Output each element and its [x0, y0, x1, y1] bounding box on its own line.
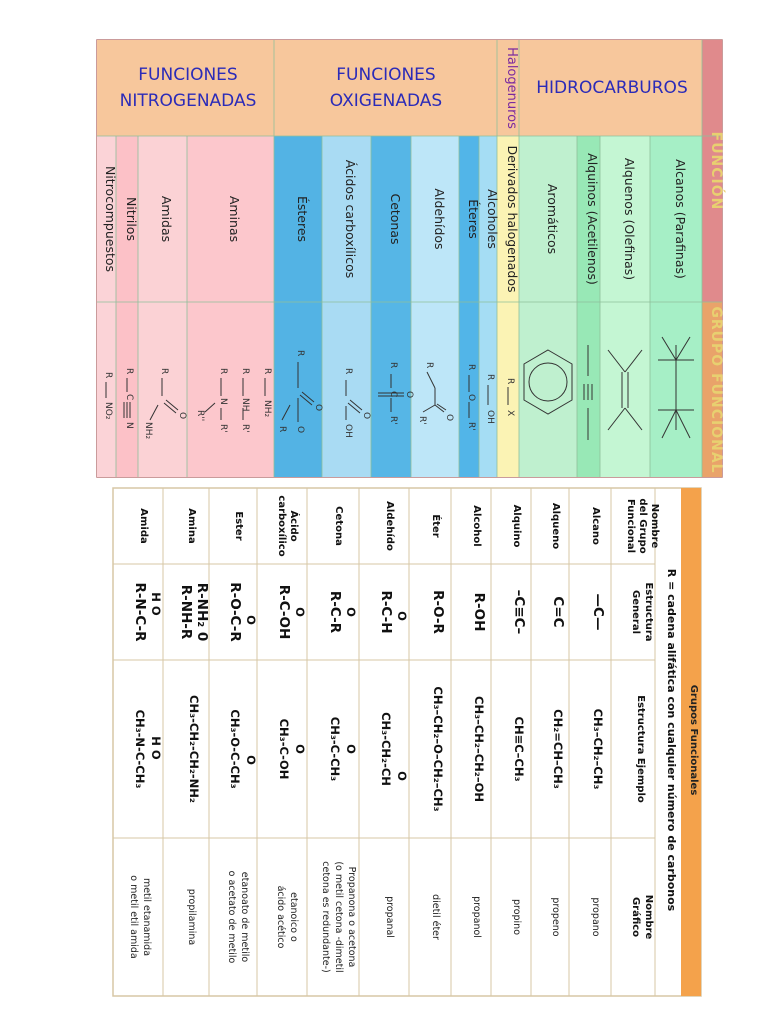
row-example: CH₃-C-CH₃ [328, 716, 342, 782]
atom-label: R' [388, 416, 398, 425]
row-example-name-1: Propanona o acetona [346, 866, 357, 968]
row-general-top: O [244, 615, 258, 625]
row-example-top: O [244, 755, 258, 765]
atom-label: OH [485, 410, 495, 424]
row-example-name: propano [590, 897, 601, 937]
function-nitrilos: Nitrilos [124, 197, 139, 241]
row-general-1: R-NH₂ 0 [194, 582, 210, 642]
row-general: R-O-C-R [227, 582, 243, 642]
function-esteres: Ésteres [295, 195, 310, 243]
row-example-name: propilamina [186, 888, 197, 946]
atom-label: O [466, 394, 476, 402]
atom-label: R [466, 364, 476, 371]
row-example: CH₃–CH₂–O–CH₂–CH₃ [431, 686, 445, 812]
header-funcion: FUNCIÓN [708, 131, 724, 211]
row-name: Alquino [511, 504, 522, 548]
row-example-name-1: metil etanamida [141, 877, 152, 957]
atom-label: R' [218, 424, 228, 433]
atom-label: NH [240, 398, 250, 412]
band-aldehidos [411, 136, 459, 477]
row-example-name-3: cetona es redundante-) [320, 861, 331, 973]
row-name-2: carboxílico [276, 495, 287, 557]
function-eteres: Éteres [466, 199, 481, 239]
band-alcoholes [479, 136, 497, 477]
row-example-top: O [293, 744, 307, 754]
row-name: Amina [186, 508, 197, 544]
row-example: CH₃–CH₂–CH₂–OH [472, 696, 486, 802]
atom-label: R [277, 426, 287, 433]
row-example-name: dietil éter [430, 894, 441, 940]
row-name: Cetona [333, 506, 344, 546]
header-nombre-grupo-1: Nombre [649, 503, 660, 549]
atom-label: N [124, 422, 134, 429]
row-example-name-1: etanoato de metilo [239, 871, 250, 963]
atom-label: R [424, 362, 434, 369]
atom-label: R [262, 368, 272, 375]
row-example-name: propanol [471, 896, 482, 938]
atom-label: O [404, 391, 414, 399]
atom-label: X [505, 410, 515, 417]
row-name: Amida [138, 508, 149, 544]
atom-label: O [295, 426, 305, 434]
header-nombre-grafico-2: Gráfico [630, 896, 641, 938]
category-hidrocarburos: HIDROCARBUROS [536, 78, 688, 98]
row-example-top: O [395, 771, 409, 781]
atom-label: R [505, 378, 515, 385]
table-subtitle: R = cadena alifática con cualquier número de carbonos [665, 568, 678, 912]
category-nitrogenadas-line2: NITROGENADAS [119, 91, 257, 111]
category-oxigenadas-line1: FUNCIONES [336, 65, 436, 85]
row-general: R-C-H [378, 590, 394, 634]
row-name: Alcohol [471, 505, 482, 547]
atom-label: R' [466, 422, 476, 431]
row-general-2: R-NH-R [178, 584, 194, 640]
row-example: CH₃–CH₂–CH₃ [591, 708, 605, 790]
row-example-name: propino [511, 898, 522, 936]
atom-label: R'' [195, 410, 205, 422]
row-name: Aldehído [384, 501, 395, 551]
atom-label: NH₂ [143, 422, 153, 440]
row-example: CH≡C–CH₃ [512, 716, 526, 782]
atom-label: C [124, 394, 134, 401]
row-general-top: O [344, 607, 358, 617]
atom-label: O [177, 412, 187, 420]
row-example: CH₃-N-C-CH₃ [133, 709, 147, 789]
row-general-top: H O [149, 592, 163, 616]
category-halogenuros: Halogenuros [504, 47, 519, 129]
row-general: R-O-R [430, 590, 446, 634]
row-example-name-2: o metil etil amida [128, 875, 139, 959]
atom-label: R [388, 362, 398, 369]
band-aminas [187, 136, 274, 477]
row-name: Alqueno [550, 502, 561, 550]
row-name: Éter [430, 514, 441, 538]
row-example-name-2: o acetato de metilo [226, 870, 237, 964]
function-aldehidos: Aldehídos [432, 188, 447, 250]
row-general: —C— [590, 593, 606, 631]
row-general: R-OH [471, 592, 487, 632]
functional-groups-color-table [97, 40, 726, 477]
header-nombre-grafico-1: Nombre [643, 894, 654, 940]
atom-label: NO₂ [103, 402, 113, 420]
atom-label: R [124, 368, 134, 375]
row-general-top: O [395, 611, 409, 621]
atom-label: R [159, 368, 169, 375]
row-general: R-C-R [327, 590, 343, 634]
row-example: CH₂=CH–CH₃ [551, 709, 565, 789]
row-name: Ester [233, 511, 244, 541]
function-derivados-halogenados: Derivados halogenados [505, 145, 520, 293]
row-example-name: propeno [550, 897, 561, 937]
atom-label: R [103, 372, 113, 379]
band-cetonas [371, 136, 411, 477]
atom-label: R [343, 368, 353, 375]
atom-label: R [485, 374, 495, 381]
function-acidos-carboxilicos: Ácidos carboxílicos [343, 159, 358, 279]
row-example: CH₃-O-C-CH₃ [228, 709, 242, 789]
function-alcoholes: Alcoholes [485, 189, 500, 249]
row-general: R-N-C-R [132, 582, 148, 642]
atom-label: R [295, 350, 305, 357]
category-nitrogenadas-line1: FUNCIONES [138, 65, 238, 85]
function-alquinos: Alquinos (Acetilenos) [585, 153, 600, 285]
atom-label: R [240, 368, 250, 375]
atom-label: O [361, 412, 371, 420]
function-aminas: Aminas [227, 195, 242, 243]
row-general: C=C [550, 596, 566, 628]
function-nitrocompuestos: Nitrocompuestos [103, 165, 118, 273]
atom-label: N [218, 398, 228, 405]
atom-label: O [444, 414, 454, 422]
function-alcanos: Alcanos (Parafinas) [673, 159, 688, 279]
atom-label: C [388, 391, 398, 398]
atom-label: OH [343, 424, 353, 438]
row-general-top: O [293, 607, 307, 617]
atom-label: R' [240, 424, 250, 433]
row-general: –C≡C– [511, 589, 527, 635]
header-nombre-grupo-2: del Grupo [637, 498, 648, 554]
row-general: R-C-OH [276, 584, 292, 640]
atom-label: R' [417, 416, 427, 425]
function-aromaticos: Aromáticos [545, 183, 560, 255]
header-estructura-general-1: Estructura [643, 582, 654, 642]
header-grupo-funcional: GRUPO FUNCIONAL [708, 306, 724, 474]
table-title: Grupos Funcionales [688, 684, 699, 796]
function-cetonas: Cetonas [388, 193, 403, 245]
function-alquenos: Alquenos (Olefinas) [622, 157, 637, 281]
row-name: Alcano [590, 507, 601, 545]
atom-label: O [313, 404, 323, 412]
header-estructura-general-2: General [630, 590, 641, 634]
row-example: CH₃-C-OH [277, 718, 291, 780]
header-estructura-ejemplo: Estructura Ejemplo [635, 695, 646, 803]
functional-groups-reference-table [113, 488, 701, 996]
row-name-1: Ácido [288, 510, 299, 542]
atom-label: R [218, 368, 228, 375]
row-example-name-2: ácido acético [275, 885, 286, 949]
row-example-top: H O [149, 736, 163, 760]
row-example: CH₃-CH₂-CH [379, 712, 393, 786]
row-example-name-2: (o metil cetona -dimetil [333, 861, 344, 973]
row-example: CH₃-CH₂-CH₂-NH₂ [187, 695, 201, 803]
category-oxigenadas-line2: OXIGENADAS [329, 91, 443, 111]
atom-label: NH₂ [262, 400, 272, 418]
function-amidas: Amidas [159, 195, 174, 243]
row-example-name-1: etanoico o [288, 892, 299, 942]
row-example-top: O [344, 744, 358, 754]
row-example-name: propanal [384, 896, 395, 938]
header-nombre-grupo-3: Funcional [625, 498, 636, 554]
